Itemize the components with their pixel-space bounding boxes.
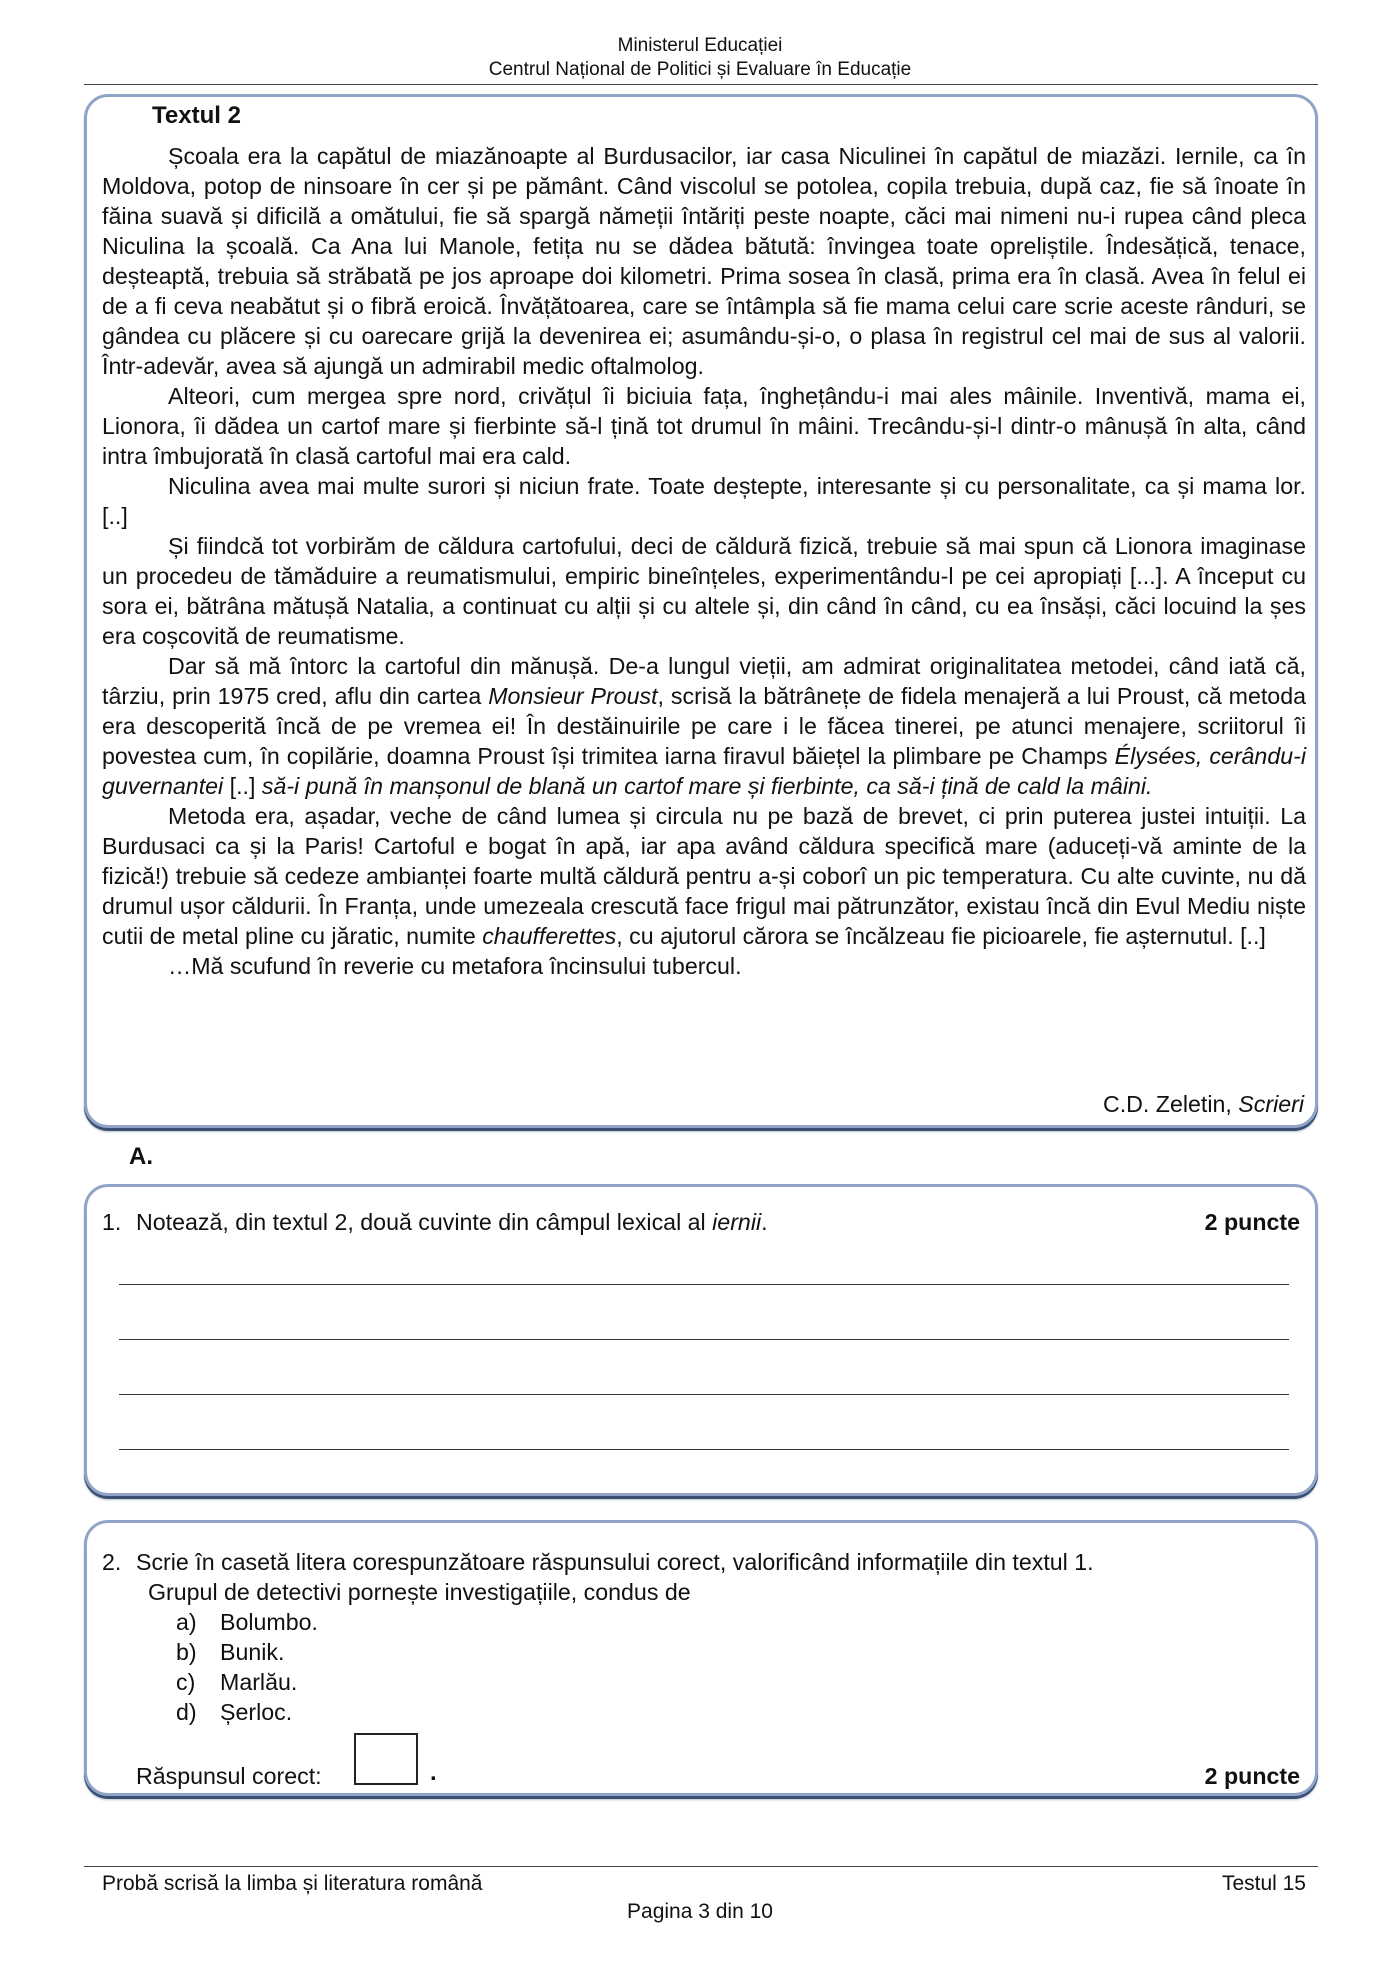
section-label: A. [129, 1143, 153, 1170]
header-divider [84, 84, 1318, 85]
passage-paragraph: Dar să mă întorc la cartoful din mănușă. De-a lungul vieții, am admirat originalitatea metodei, când iată că, târziu, prin 1975 cred, aflu din cartea Monsieur Proust, scrisă la bătrânețe de fidela menajeră a lui Proust, că metoda era descoperită încă de pe vremea ei! În destăinuirile pe care i le făcea tinerei, pe atunci menajere, scriitorul îi povestea cum, în copilărie, doamna Proust își trimitea iarna firavul băiețel la plimbare pe Champs Élysées, cerându-i guvernantei [..] să-i pună în manșonul de blană un cartof mare și fierbinte, ca să-i țină de cald la mâini. [102, 653, 1306, 799]
passage [102, 141, 1306, 981]
source-author: C.D. Zeletin, [1102, 1091, 1239, 1117]
passage-paragraph: Și fiindcă tot vorbirăm de căldura cartofului, deci de căldură fizică, trebuie să mai spun că Lionora imaginase un procedeu de tămăduire a reumatismului, empiric bineînțeles, experimentându-l pe cei apropiați [...]. A început cu sora ei, bătrâna mătușă Natalia, a continuat cu alții și cu altele și, din când în când, cu ea însăși, căci locuind la șes era coșcovită de reumatisme. [102, 533, 1306, 649]
passage-paragraph: …Mă scufund în reverie cu metafora încinsului tubercul. [168, 953, 742, 979]
footer-test-number: Testul 15 [1221, 1872, 1306, 1895]
question-1-text: Notează, din textul 2, două cuvinte din câmpul lexical al iernii. [136, 1209, 768, 1235]
option-b: b) Bunik. [176, 1639, 285, 1665]
answer-line-2[interactable] [119, 1339, 1289, 1340]
question-2-text: Scrie în casetă litera corespunzătoare răspunsului corect, valorificând informațiile din textul 1. [136, 1549, 1094, 1575]
question-2-points: 2 puncte [1204, 1763, 1300, 1789]
answer-line-3[interactable] [119, 1394, 1289, 1395]
option-c: c) Marlău. [176, 1669, 298, 1695]
footer-exam-title: Probă scrisă la limba și literatura română [102, 1872, 483, 1895]
answer-line-4[interactable] [119, 1449, 1289, 1450]
option-d: d) Șerloc. [176, 1699, 293, 1725]
passage-paragraph: Școala era la capătul de miazănoapte al Burdusacilor, iar casa Niculinei în capătul de miazăzi. Iernile, ca în Moldova, potop de ninsoare în cer și pe pământ. Când viscolul se potolea, copila trebuia, după caz, fie să înoate în făina suavă și dificilă a omătului, fie să spargă nămeții întăriți peste noapte, căci mai nimeni nu-i rupea când pleca Niculina la școală. Ca Ana lui Manole, fetița nu se dădea bătută: învingea toate opreliștile. Îndesățică, tenace, deșteaptă, trebuia să străbată pe jos aproape doi kilometri. Prima sosea în clasă, prima era în clasă. Avea în felul ei de a fi ceva neabătut și o fibră eroică. Învățătoarea, care se întâmpla să fie mama celui care scrie aceste rânduri, se gândea cu plăcere și cu oarecare grijă la devenirea ei; asumându-și-o, o plasa în registrul cel mai de sus al valorii. Într-adevăr, avea să ajungă un admirabil medic oftalmolog. [102, 143, 1306, 379]
passage-paragraph: Niculina avea mai multe surori și niciun frate. Toate deștepte, interesante și cu personalitate, ca și mama lor. [..] [102, 473, 1306, 529]
question-1-italic-word: iernii [712, 1209, 762, 1235]
answer-dot: . [430, 1759, 437, 1786]
center-name: Centrul Național de Politici și Evaluare în Educație [488, 59, 912, 80]
source-work: Scrieri [1238, 1091, 1304, 1117]
question-2-subtext: Grupul de detectivi pornește investigațiile, condus de [148, 1579, 691, 1605]
ministry-name: Ministerul Educației [617, 35, 783, 56]
question-1-points: 2 puncte [1204, 1209, 1300, 1235]
answer-box[interactable] [354, 1733, 418, 1785]
text-title: Textul 2 [152, 102, 241, 129]
passage-paragraph: Metoda era, așadar, veche de când lumea și circula nu pe bază de brevet, ci prin puterea justei intuiții. La Burdusaci ca și la Paris! Cartoful e bogat în apă, iar apa având căldura specifică mare (aduceți-vă aminte de la fizică!) trebuie să cedeze ambianței foarte multă căldură pentru a-și coborî un pic temperatura. Cu alte cuvinte, nu dă drumul ușor căldurii. În Franța, unde umezeala crescută face frigul mai pătrunzător, existau încă din Evul Mediu niște cutii de metal pline cu jăratic, numite chaufferettes, cu ajutorul cărora se încălzeau fie picioarele, fie așternutul. [..] [102, 803, 1306, 949]
answer-line-1[interactable] [119, 1284, 1289, 1285]
passage-paragraph: Alteori, cum mergea spre nord, crivățul îi biciuia fața, înghețându-i mai ales mâinile. Inventivă, mama ei, Lionora, îi dădea un cartof mare și fierbinte să-l țină tot drumul în mâini. Trecându-și-l dintr-o mânușă în alta, când intra îmbujorată în clasă cartoful mai era cald. [102, 383, 1306, 469]
document-header [0, 34, 1400, 82]
answer-label: Răspunsul corect: [136, 1763, 322, 1789]
question-2-number: 2. [102, 1549, 122, 1575]
question-1-number: 1. [102, 1209, 122, 1235]
footer-page-number: Pagina 3 din 10 [627, 1900, 773, 1923]
option-a: a) Bolumbo. [176, 1609, 318, 1635]
footer-divider [84, 1866, 1318, 1867]
text-source [1103, 1089, 1304, 1119]
